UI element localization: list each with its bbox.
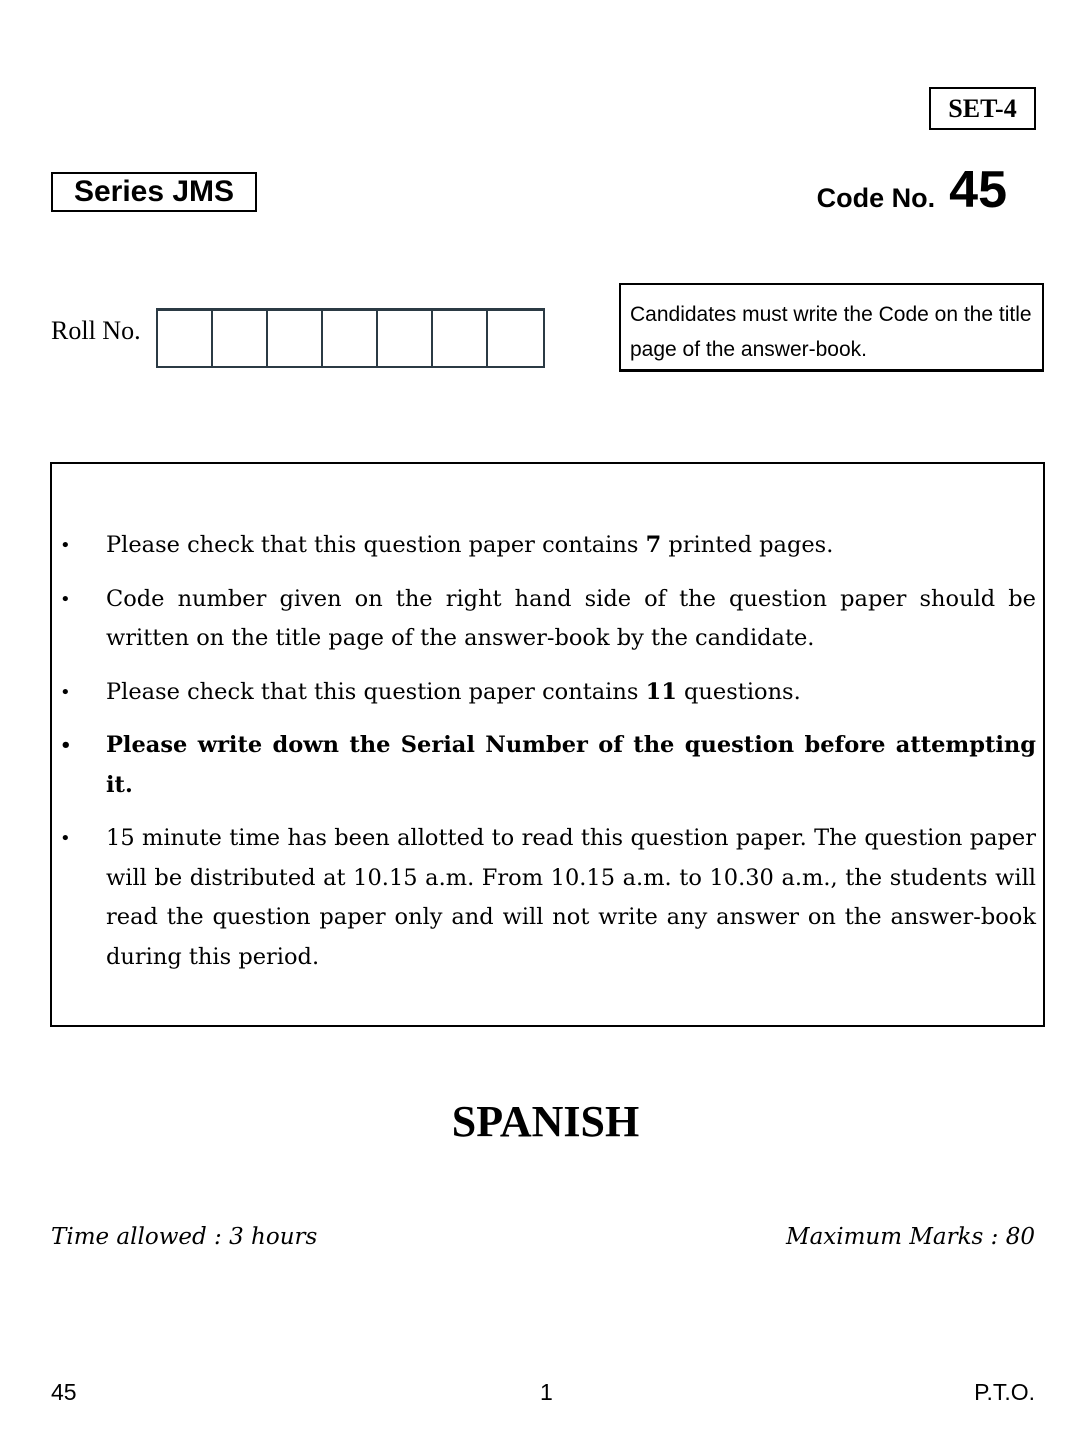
series-badge: Series JMS xyxy=(51,172,257,212)
instruction-item: • Please check that this question paper contains 7 printed pages. xyxy=(52,526,1036,566)
bullet-icon: • xyxy=(60,735,72,756)
roll-number-cell[interactable] xyxy=(158,311,213,366)
code-number-block xyxy=(817,160,1007,220)
instruction-item: • 15 minute time has been allotted to read this question paper. The question paper will be distributed at 10.15 a.m. From 10.15 a.m. to 10.30 a.m., the students will read the question paper only and will not write any answer on the answer-book during this period. xyxy=(52,819,1036,977)
code-label: Code No. xyxy=(816,183,936,213)
roll-number-cell[interactable] xyxy=(213,311,268,366)
instruction-item: • Code number given on the right hand side of the question paper should be written on the title page of the answer-book by the candidate. xyxy=(52,580,1036,659)
instruction-item: • Please check that this question paper contains 11 questions. xyxy=(52,673,1036,713)
bullet-icon: • xyxy=(60,828,71,849)
set-badge: SET-4 xyxy=(929,87,1036,130)
code-number: 45 xyxy=(949,161,1007,219)
pto-label: P.T.O. xyxy=(974,1379,1035,1405)
roll-number-cell[interactable] xyxy=(268,311,323,366)
bullet-icon: • xyxy=(60,588,71,610)
roll-number-label: Roll No. xyxy=(51,316,141,345)
time-allowed: Time allowed : 3 hours xyxy=(51,1224,318,1250)
instructions-box xyxy=(50,462,1045,1027)
page-number: 1 xyxy=(540,1379,553,1405)
roll-number-boxes[interactable] xyxy=(156,308,545,368)
roll-number-cell[interactable] xyxy=(378,311,433,366)
bullet-icon: • xyxy=(60,535,71,556)
roll-number-cell[interactable] xyxy=(323,311,378,366)
candidate-notice: Candidates must write the Code on the title page of the answer-book. xyxy=(619,283,1044,372)
roll-number-cell[interactable] xyxy=(433,311,488,366)
roll-number-cell[interactable] xyxy=(488,311,543,366)
bullet-icon: • xyxy=(60,681,71,703)
subject-title: SPANISH xyxy=(451,1097,640,1146)
instructions-list xyxy=(52,526,1036,991)
footer-code: 45 xyxy=(51,1379,77,1405)
instruction-item: • Please write down the Serial Number of the question before attempting it. xyxy=(52,726,1036,805)
maximum-marks: Maximum Marks : 80 xyxy=(786,1224,1035,1250)
